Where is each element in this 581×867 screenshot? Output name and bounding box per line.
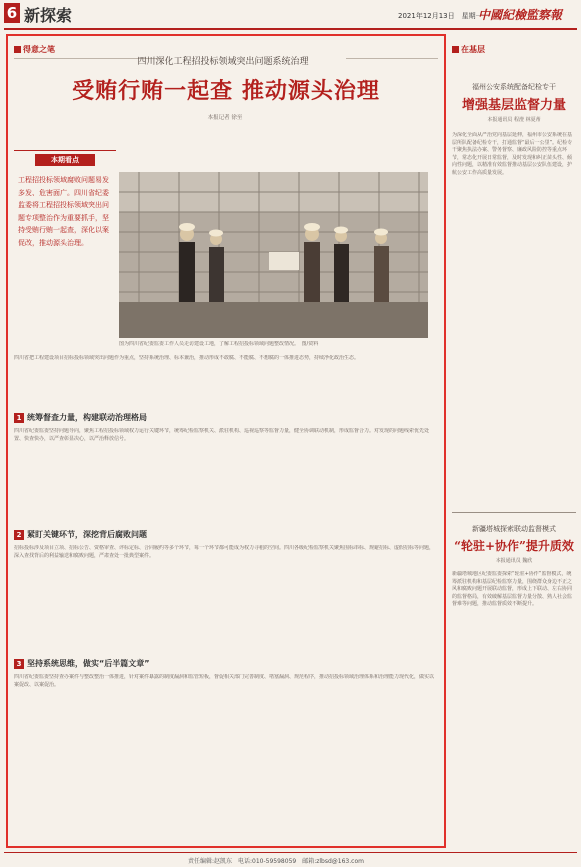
photo-credit: 图/资料: [301, 341, 319, 347]
newspaper-name: 中國紀檢監察報: [478, 8, 563, 22]
inspection-photo: [119, 172, 428, 338]
right1-kicker: 福州公安系统配备纪检专干: [472, 83, 556, 91]
column-tag: 得意之笔: [14, 44, 55, 55]
focus-label: 本期看点: [35, 154, 95, 166]
right1-byline: 本报通讯员 程澄 林夏蒂: [487, 117, 541, 123]
section2-body: 招标投标涉及项目立项、招标公告、资格审查、评标定标、合同履约等多个环节，每一个环节都可能成为权力寻租的空间。四川各级纪检监察机关聚焦围标串标、规避招标、虚假招标等问题，深入查找背后的利益输送和腐败问题，严肃查处一批典型案件。: [14, 545, 435, 559]
issue-date: 2021年12月13日 星期一: [398, 12, 483, 20]
right2-body: 新疆塔城地区纪委监委探索“轮驻+协作”监督模式，统筹派驻机构和基层纪检监察力量，围绕群众身边不正之风和腐败问题开展联动监督，形成上下联动、左右协同的监督格局，有效破解基层监督力量分散、熟人社会监督难等问题，推动监督质效不断提升。: [452, 571, 573, 607]
section1-heading: 1 统筹督查力量，构建联动治理格局: [14, 412, 147, 423]
footer-info: 责任编辑:赵凯东 电话:010-59598059 邮箱:zlbsd@163.com: [188, 858, 364, 865]
right-divider: [452, 512, 576, 513]
tag-square-icon: [14, 46, 21, 53]
right2-headline: “轮驻+协作”提升质效: [454, 539, 574, 553]
right1-body: 为深化全面从严治党向基层延伸，福州市公安系统在基层所队配备纪检专干，打通监督“最后一公里”。纪检专干聚焦执法办案、警务督察、廉政风险防控等重点环节，常态化开展日常监督，及时发现和纠正苗头性、倾向性问题，以精准有效监督推动基层公安队伍建设，护航公安工作高质量发展。: [452, 132, 573, 176]
section-title: 新探索: [24, 6, 73, 25]
footer-rule: [4, 852, 577, 853]
photo-caption: 图为四川省纪委监委工作人员走访建设工地，了解工程招投标领域问题整改情况。 图/资料: [119, 341, 319, 347]
section2-heading: 2 紧盯关键环节，深挖背后腐败问题: [14, 529, 147, 540]
section3-body: 四川省纪委监委坚持查办案件与整改整治一体推进，针对案件暴露的制度漏洞和监管短板，督促相关部门完善制度、堵塞漏洞、规范程序，推动招投标领域治理体系和治理能力现代化，做实以案促改、以案促治。: [14, 674, 435, 688]
focus-text: 工程招投标领域腐败问题易发多发、危害面广。四川省纪委监委将工程招投标领域突出问题专项整治作为重要抓手，坚持受贿行贿一起查，深化以案促改，推动源头治理。: [18, 176, 109, 247]
header-rule: [4, 28, 577, 30]
right1-headline: 增强基层监督力量: [461, 98, 566, 113]
page-number: 6: [4, 3, 20, 23]
kicker-rule-right: [346, 58, 438, 59]
right2-kicker: 新疆塔城探索联动监督模式: [472, 525, 556, 533]
tag-square-icon: [452, 46, 459, 53]
article-byline: 本报记者 徐至: [207, 115, 243, 121]
construction-site-image: [119, 172, 428, 338]
section1-body: 四川省纪委监委坚持问题导向，聚焦工程招投标领域权力运行关键环节，统筹纪检监察机关、派驻机构、巡视巡察等监督力量，健全协调联动机制，形成监督合力。对发现的问题线索优先处置、快查快办，以严查彰显决心，以严治释放信号。: [14, 428, 430, 442]
focus-box: [14, 150, 116, 340]
article-headline: 受贿行贿一起查 推动源头治理: [72, 78, 380, 104]
right-column-tag: 在基层: [452, 44, 485, 55]
section2-number: 2: [14, 530, 24, 540]
section3-heading: 3 坚持系统思维，做实“后半篇文章”: [14, 658, 150, 669]
intro-paragraph: 四川省把工程建设项目招标投标领域突出问题作为重点，坚持系统治理、标本兼治，推动形成不敢腐、不能腐、不想腐的一体推进态势，持续净化政治生态。: [14, 355, 360, 361]
section3-number: 3: [14, 659, 24, 669]
article-kicker: 四川深化工程招投标领域突出问题系统治理: [137, 57, 309, 67]
section1-number: 1: [14, 413, 24, 423]
right2-byline: 本报通讯员 魏欣: [495, 558, 533, 564]
